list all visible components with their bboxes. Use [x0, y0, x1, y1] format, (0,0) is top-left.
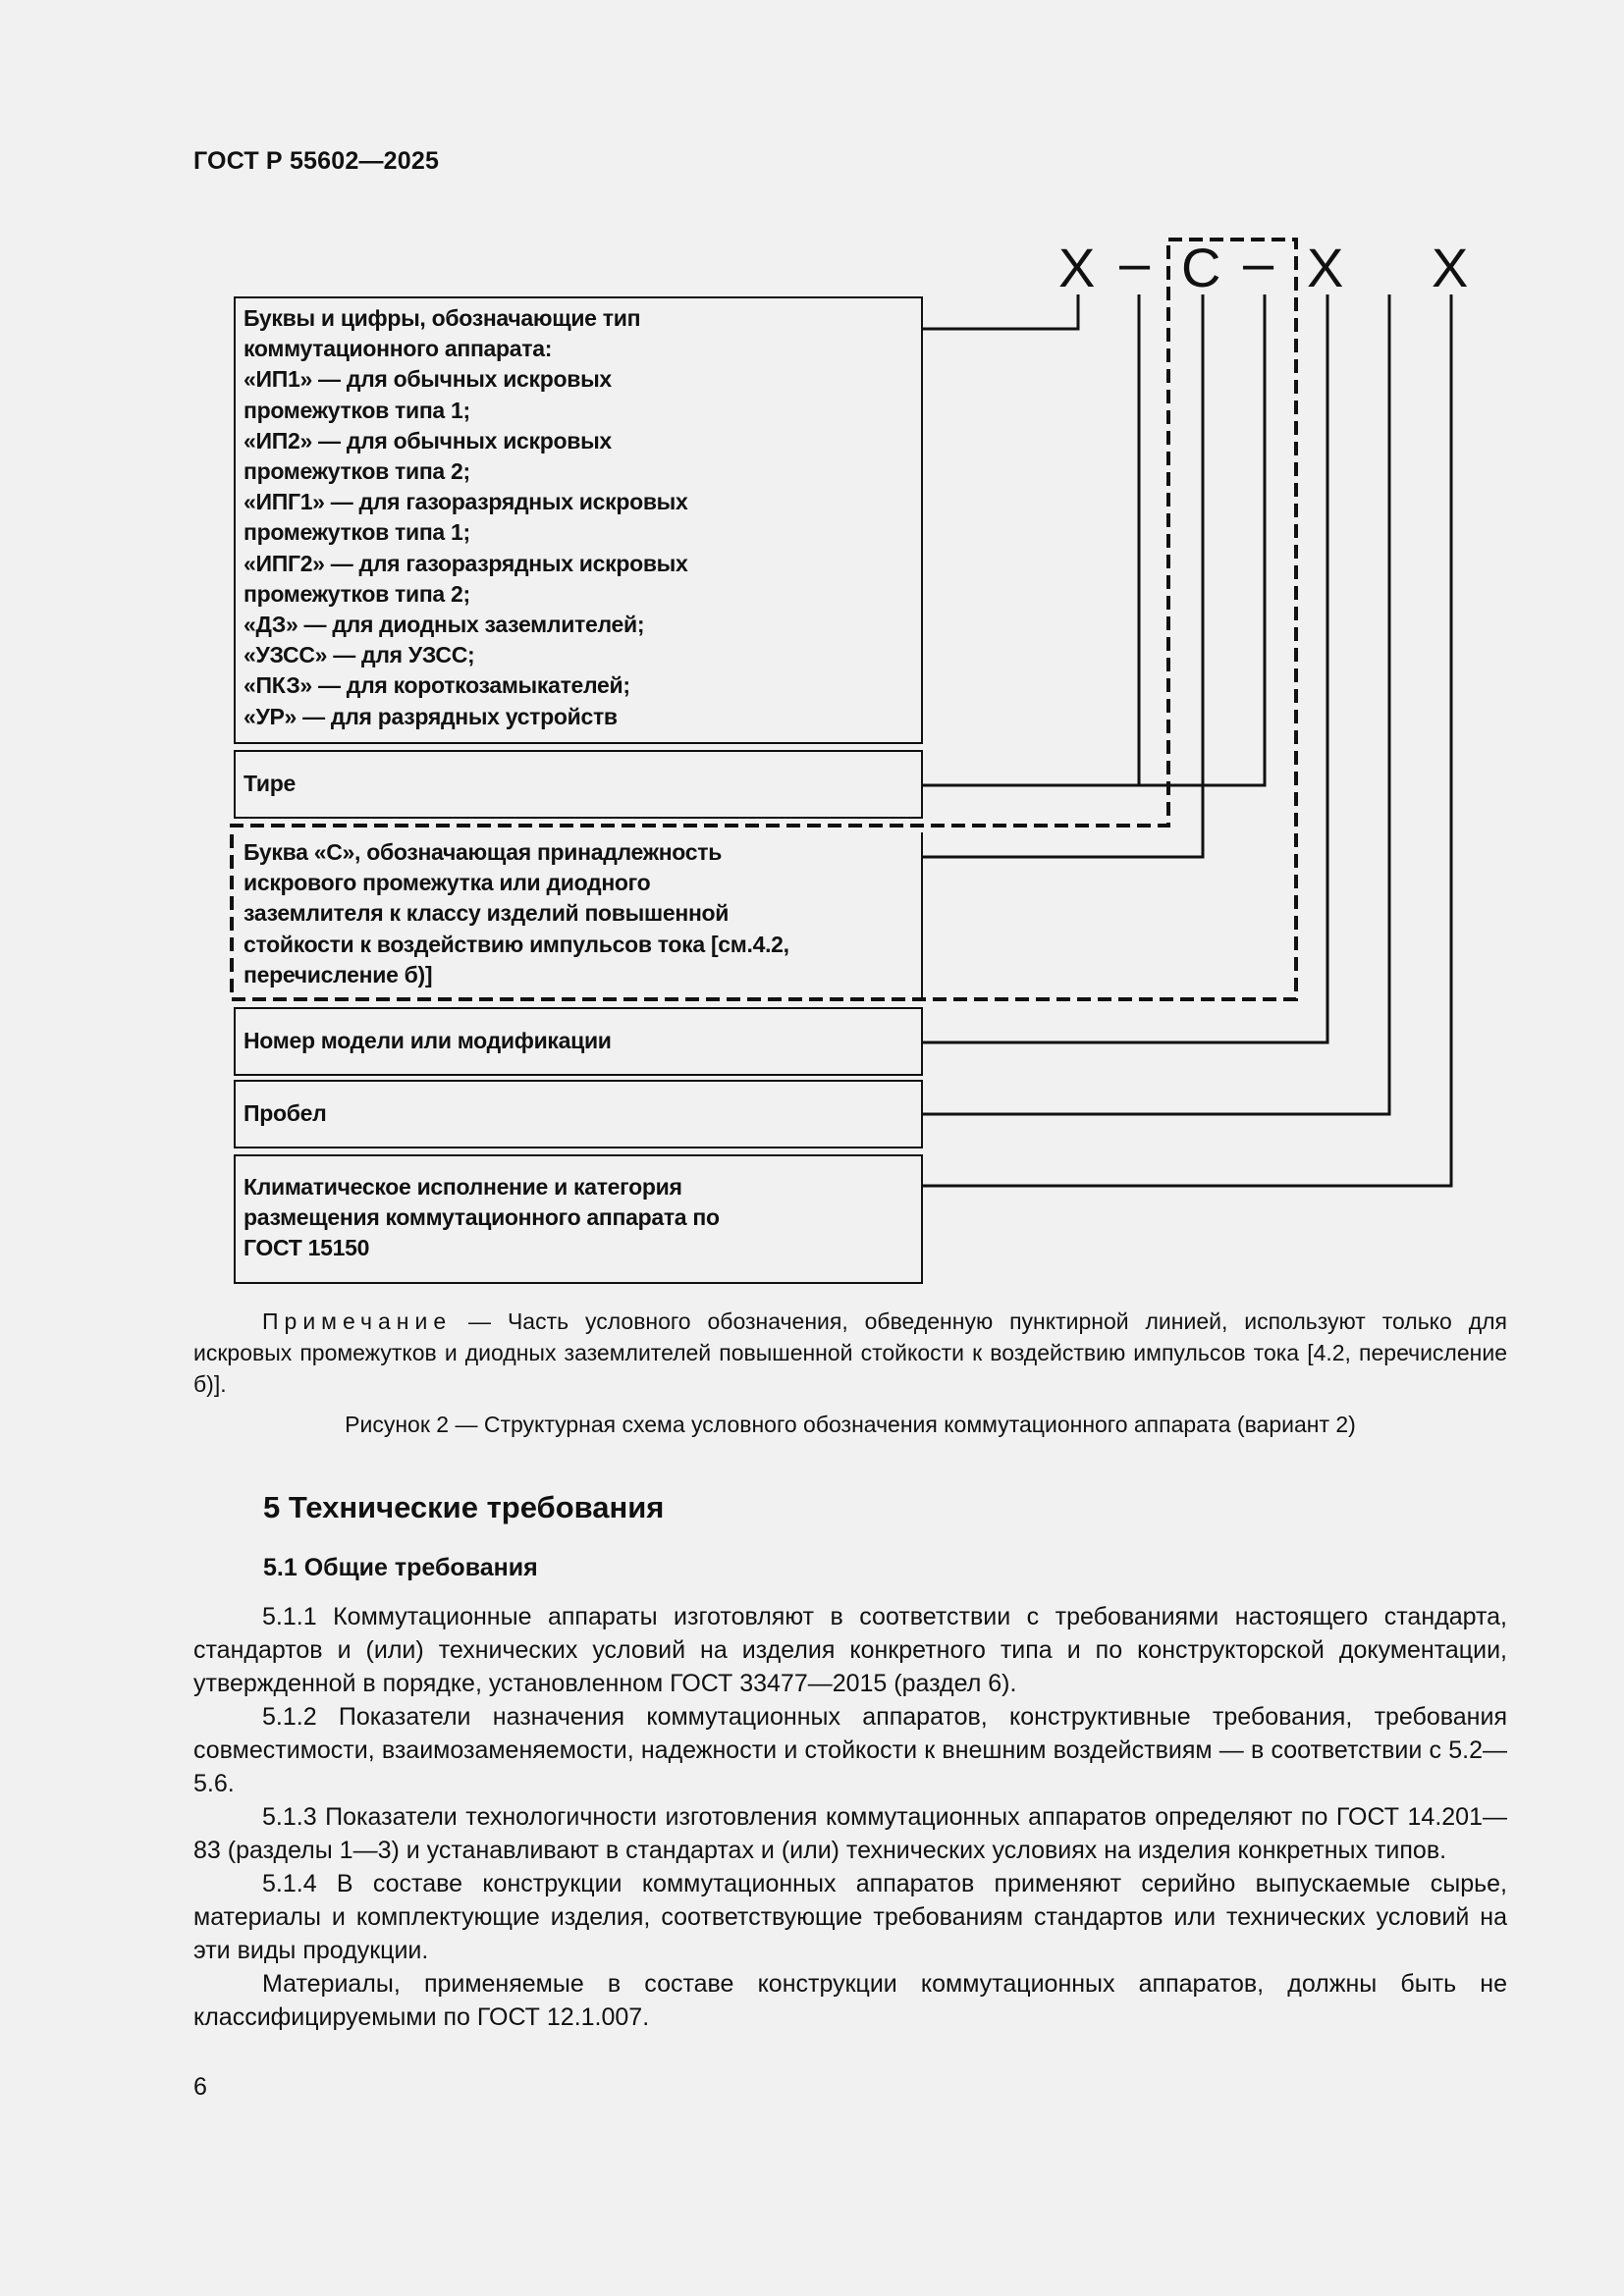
- page-number: 6: [193, 2073, 207, 2101]
- paragraph: 5.1.1 Коммутационные аппараты изготовляют в соответствии с требованиями настоящего стандарта, стандартов и (или) технических условий на изделия конкретного типа и по конструкторской документации, утвержденной в порядке, установленном ГОСТ 33477—2015 (раздел 6).: [193, 1603, 1507, 1697]
- figure-note: [193, 1306, 1507, 1400]
- box-dash: Тире: [234, 750, 923, 819]
- code-x-type: Х: [1058, 237, 1096, 298]
- connector-dash-line: [921, 294, 1265, 785]
- connector-climate: [921, 294, 1451, 1186]
- code-dash-1: –: [1119, 232, 1151, 294]
- connector-model: [921, 294, 1327, 1042]
- code-letter-c: С: [1181, 237, 1221, 298]
- section-title: 5 Технические требования: [263, 1490, 665, 1524]
- note-label: Примечание: [262, 1308, 453, 1334]
- subsection-title: 5.1 Общие требования: [263, 1554, 538, 1581]
- section-body: [193, 1600, 1507, 2034]
- connector-letter-c: [921, 294, 1203, 857]
- paragraph: 5.1.2 Показатели назначения коммутационных аппаратов, конструктивные требования, требования совместимости, взаимозаменяемости, надежности и стойкости к внешним воздействиям — в соответствии с 5.2—5.6.: [193, 1703, 1507, 1797]
- box-letter-c-right-border: [921, 832, 923, 999]
- box-model-number: Номер модели или модификации: [234, 1007, 923, 1076]
- connector-type: [921, 294, 1078, 329]
- paragraph: 5.1.4 В составе конструкции коммутационных аппаратов применяют серийно выпускаемые сырье, материалы и комплектующие изделия, соответствующие требованиям стандартов или технических условий на эти виды продукции.: [193, 1870, 1507, 1964]
- box-space: Пробел: [234, 1080, 923, 1148]
- connector-space: [921, 294, 1389, 1114]
- paragraph: Материалы, применяемые в составе конструкции коммутационных аппаратов, должны быть не классифицируемыми по ГОСТ 12.1.007.: [193, 1970, 1507, 2031]
- document-header: ГОСТ Р 55602—2025: [193, 147, 440, 175]
- box-letter-c: Буква «С», обозначающая принадлежность искрового промежутка или диодного заземлителя к классу изделий повышенной стойкости к воздействию импульсов тока [см.4.2, перечисление б)]: [244, 839, 789, 988]
- box-apparatus-type: Буквы и цифры, обозначающие тип коммутационного аппарата: «ИП1» — для обычных искровых промежутков типа 1; «ИП2» — для обычных искровых промежутков типа 2; «ИПГ1» — для газоразрядных искровых промежутков типа 1; «ИПГ2» — для газоразрядных искровых промежутков типа 2; «ДЗ» — для диодных заземлителей; «УЗСС» — для УЗСС; «ПКЗ» — для короткозамыкателей; «УР» — для разрядных устройств: [234, 296, 923, 744]
- code-dash-2: –: [1243, 232, 1274, 294]
- figure-caption: Рисунок 2 — Структурная схема условного обозначения коммутационного аппарата (вариант 2): [345, 1412, 1356, 1437]
- paragraph: 5.1.3 Показатели технологичности изготовления коммутационных аппаратов определяют по ГОСТ 14.201—83 (разделы 1—3) и устанавливают в стандартах и (или) технических условиях на изделия конкретных типов.: [193, 1803, 1507, 1864]
- note-text: — Часть условного обозначения, обведенную пунктирной линией, используют только для искровых промежутков и диодных заземлителей повышенной стойкости к воздействию импульсов тока [4.2, перечисление б)].: [193, 1308, 1507, 1397]
- code-x-climate: Х: [1432, 237, 1469, 298]
- code-x-model: Х: [1307, 237, 1344, 298]
- box-climate: Климатическое исполнение и категория размещения коммутационного аппарата по ГОСТ 15150: [234, 1154, 923, 1284]
